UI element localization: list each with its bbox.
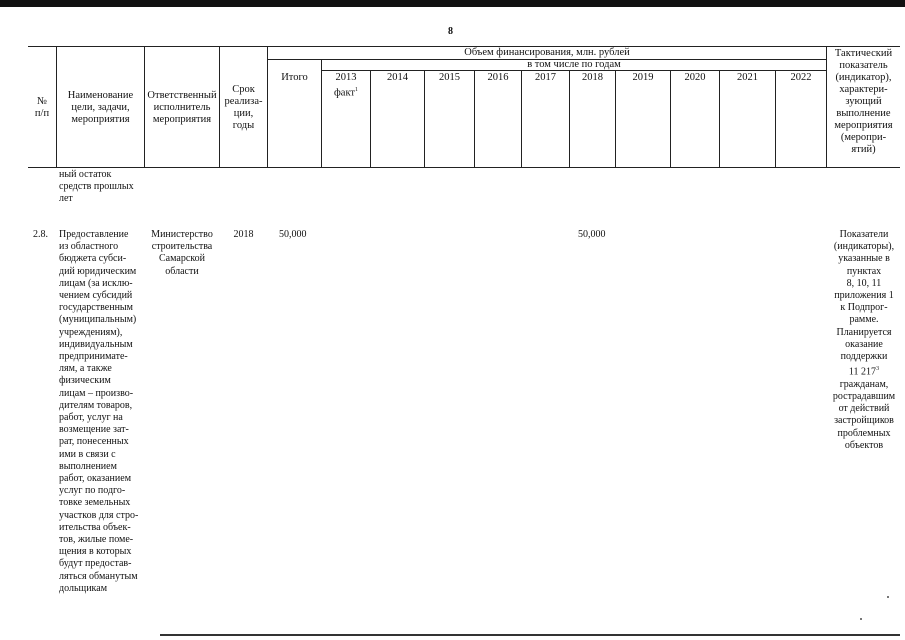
continuation-name-tail: ный остаток средств прошлых лет — [59, 169, 134, 205]
row-term: 2018 — [233, 229, 254, 240]
header-year-2013 — [322, 72, 370, 100]
header-year-2014: 2014 — [387, 72, 408, 83]
row-executor: Министерство строительства Самарской области — [151, 229, 213, 277]
col-line-6 — [370, 70, 371, 168]
scan-speck — [887, 596, 889, 598]
header-executor: Ответственный исполнитель мероприятия — [147, 90, 217, 125]
top-border — [0, 0, 905, 7]
header-year-2018: 2018 — [582, 72, 603, 83]
header-num: № п/п — [34, 96, 50, 119]
header-year-2015: 2015 — [439, 72, 460, 83]
col-line-7 — [424, 70, 425, 168]
header-year-2021: 2021 — [737, 72, 758, 83]
col-line-11 — [615, 70, 616, 168]
row-number: 2.8. — [33, 229, 48, 240]
row-indicator-sup: 3 — [876, 366, 880, 373]
header-year-2017: 2017 — [535, 72, 556, 83]
col-line-9 — [521, 70, 522, 168]
row-indicator-text: Показатели (индикаторы), указанные в пунктах 8, 10, 11 приложения 1 к Подпрог- рамме. Планируется оказание поддержки 11 217 — [833, 229, 895, 378]
scan-speck — [860, 618, 862, 620]
col-line-12 — [670, 70, 671, 168]
header-year-2022: 2022 — [790, 72, 812, 83]
row-indicator — [826, 229, 902, 452]
header-by-years: в том числе по годам — [527, 59, 621, 70]
col-line-4 — [267, 46, 268, 168]
header-name: Наименование цели, задачи, мероприятия — [67, 90, 134, 125]
header-year-2013-text: 2013 факт — [333, 72, 357, 99]
header-year-2016: 2016 — [487, 72, 509, 83]
header-total: Итого — [281, 72, 308, 83]
header-year-2019: 2019 — [632, 72, 654, 83]
header-financing: Объем финансирования, млн. рублей — [464, 47, 630, 58]
page-number: 8 — [448, 26, 453, 37]
header-indicator: Тактический показатель (индикатор), характери- зующий выполнение мероприятия (меропри- ятий) — [834, 48, 893, 155]
header-bottom-line — [28, 167, 900, 168]
row-value-2018: 50,000 — [578, 229, 606, 240]
col-line-10 — [569, 70, 570, 168]
header-term: Срок реализа- ции, годы — [224, 84, 263, 131]
row-name: Предоставление из областного бюджета субси- дий юридическим лицам (за исклю- чением субсидий государственным (муниципальным) учреждениям), индивидуальным предпринимате- лям, а также физическим лицам – произво- дителям товаров, работ, услуг на возмещение зат- рат, понесенных ими в связи с выполнением работ, оказанием услуг по подго- товке земельных участков для стро- ительства объек- тов, жилые поме- щения в которых будут предостав- ляться обманутым дольщикам — [59, 229, 139, 594]
bottom-border — [160, 634, 900, 636]
col-line-13 — [719, 70, 720, 168]
col-line-14 — [775, 70, 776, 168]
row-indicator-text-after: гражданам, pострадавшим от действий застройщиков проблемных объектов — [832, 378, 896, 451]
header-year-2020: 2020 — [684, 72, 706, 83]
header-year-2013-sup: 1 — [355, 87, 358, 93]
row-total: 50,000 — [279, 229, 307, 240]
col-line-8 — [474, 70, 475, 168]
